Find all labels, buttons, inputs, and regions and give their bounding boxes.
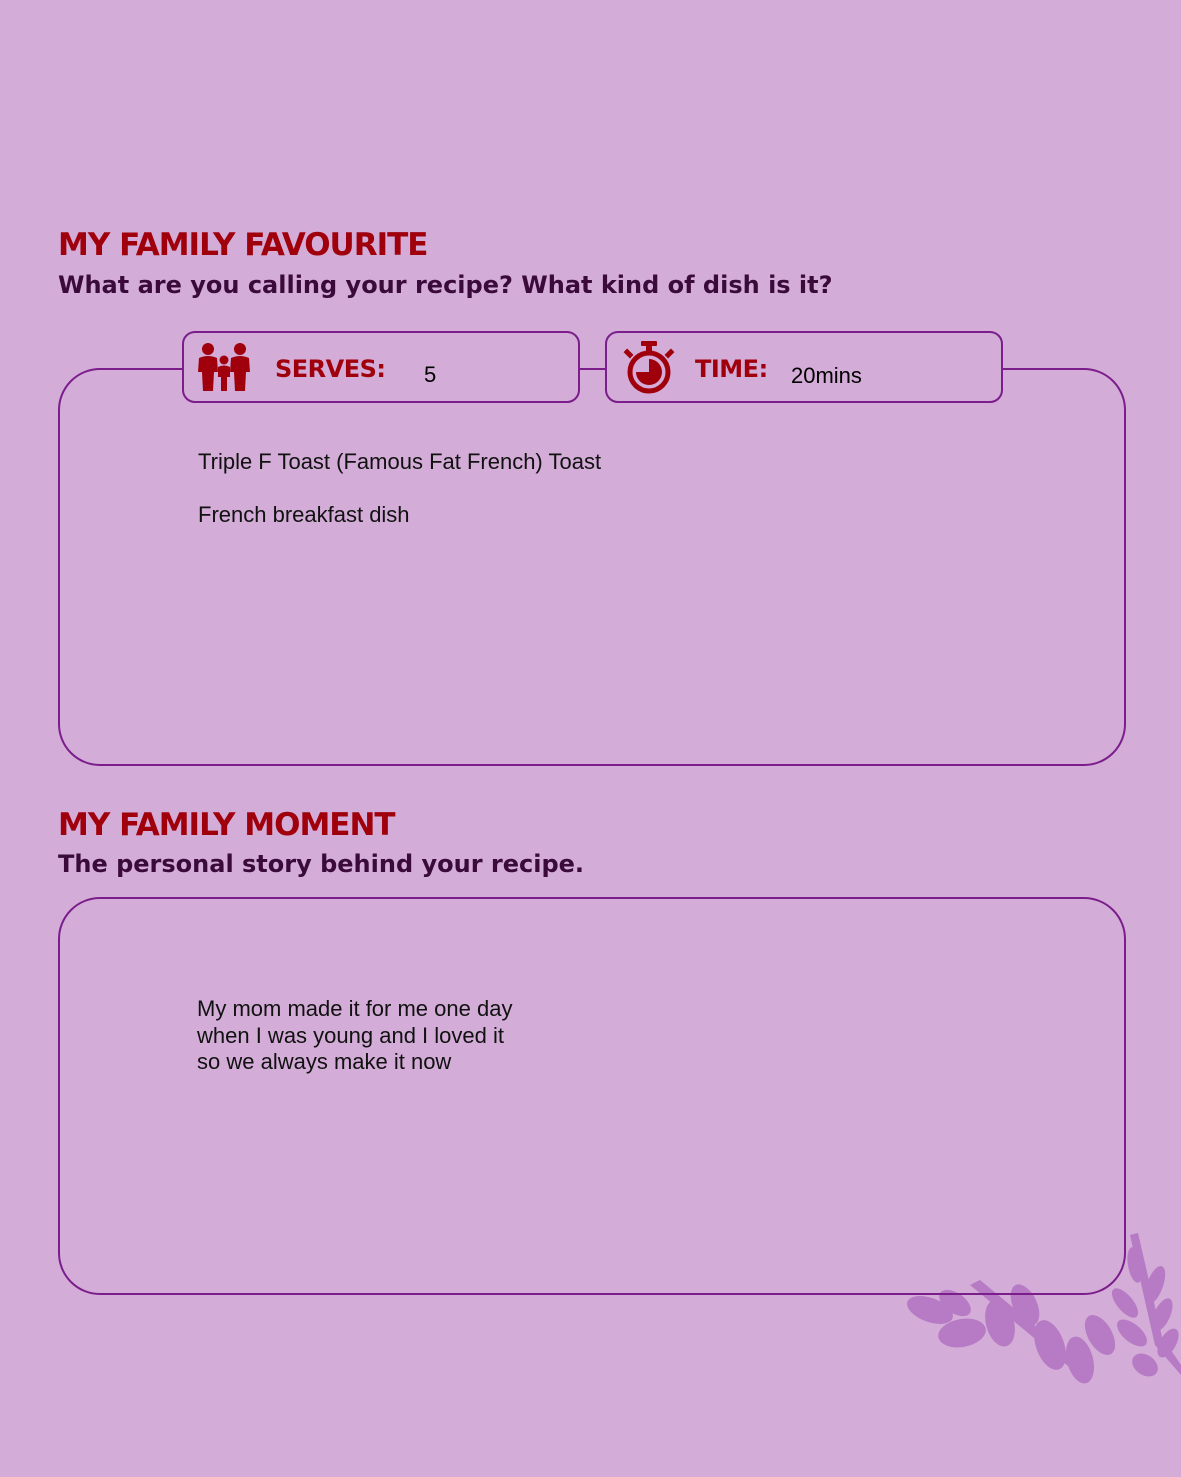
- story-line: when I was young and I loved it: [197, 1022, 504, 1048]
- family-icon: [196, 341, 252, 397]
- time-value[interactable]: 20mins: [791, 363, 862, 388]
- favourite-heading: MY FAMILY FAVOURITE: [58, 227, 428, 263]
- family-story-text[interactable]: [197, 996, 512, 1076]
- stopwatch-icon: [621, 339, 677, 395]
- dish-type-text[interactable]: French breakfast dish: [198, 502, 410, 527]
- serves-value[interactable]: 5: [424, 362, 437, 387]
- family-moment-panel: [58, 897, 1126, 1295]
- moment-heading: MY FAMILY MOMENT: [58, 807, 395, 843]
- recipe-name-text[interactable]: Triple F Toast (Famous Fat French) Toast: [198, 449, 602, 474]
- serves-field[interactable]: [182, 331, 580, 403]
- story-line: My mom made it for me one day: [197, 996, 513, 1021]
- time-label: TIME:: [695, 355, 768, 383]
- moment-subheading: The personal story behind your recipe.: [58, 850, 585, 878]
- time-field[interactable]: [605, 331, 1003, 403]
- favourite-subheading: What are you calling your recipe? What kind of dish is it?: [58, 271, 833, 299]
- story-line: so we always make it now: [197, 1049, 452, 1074]
- serves-label: SERVES:: [275, 355, 386, 383]
- recipe-details-panel: [58, 368, 1126, 766]
